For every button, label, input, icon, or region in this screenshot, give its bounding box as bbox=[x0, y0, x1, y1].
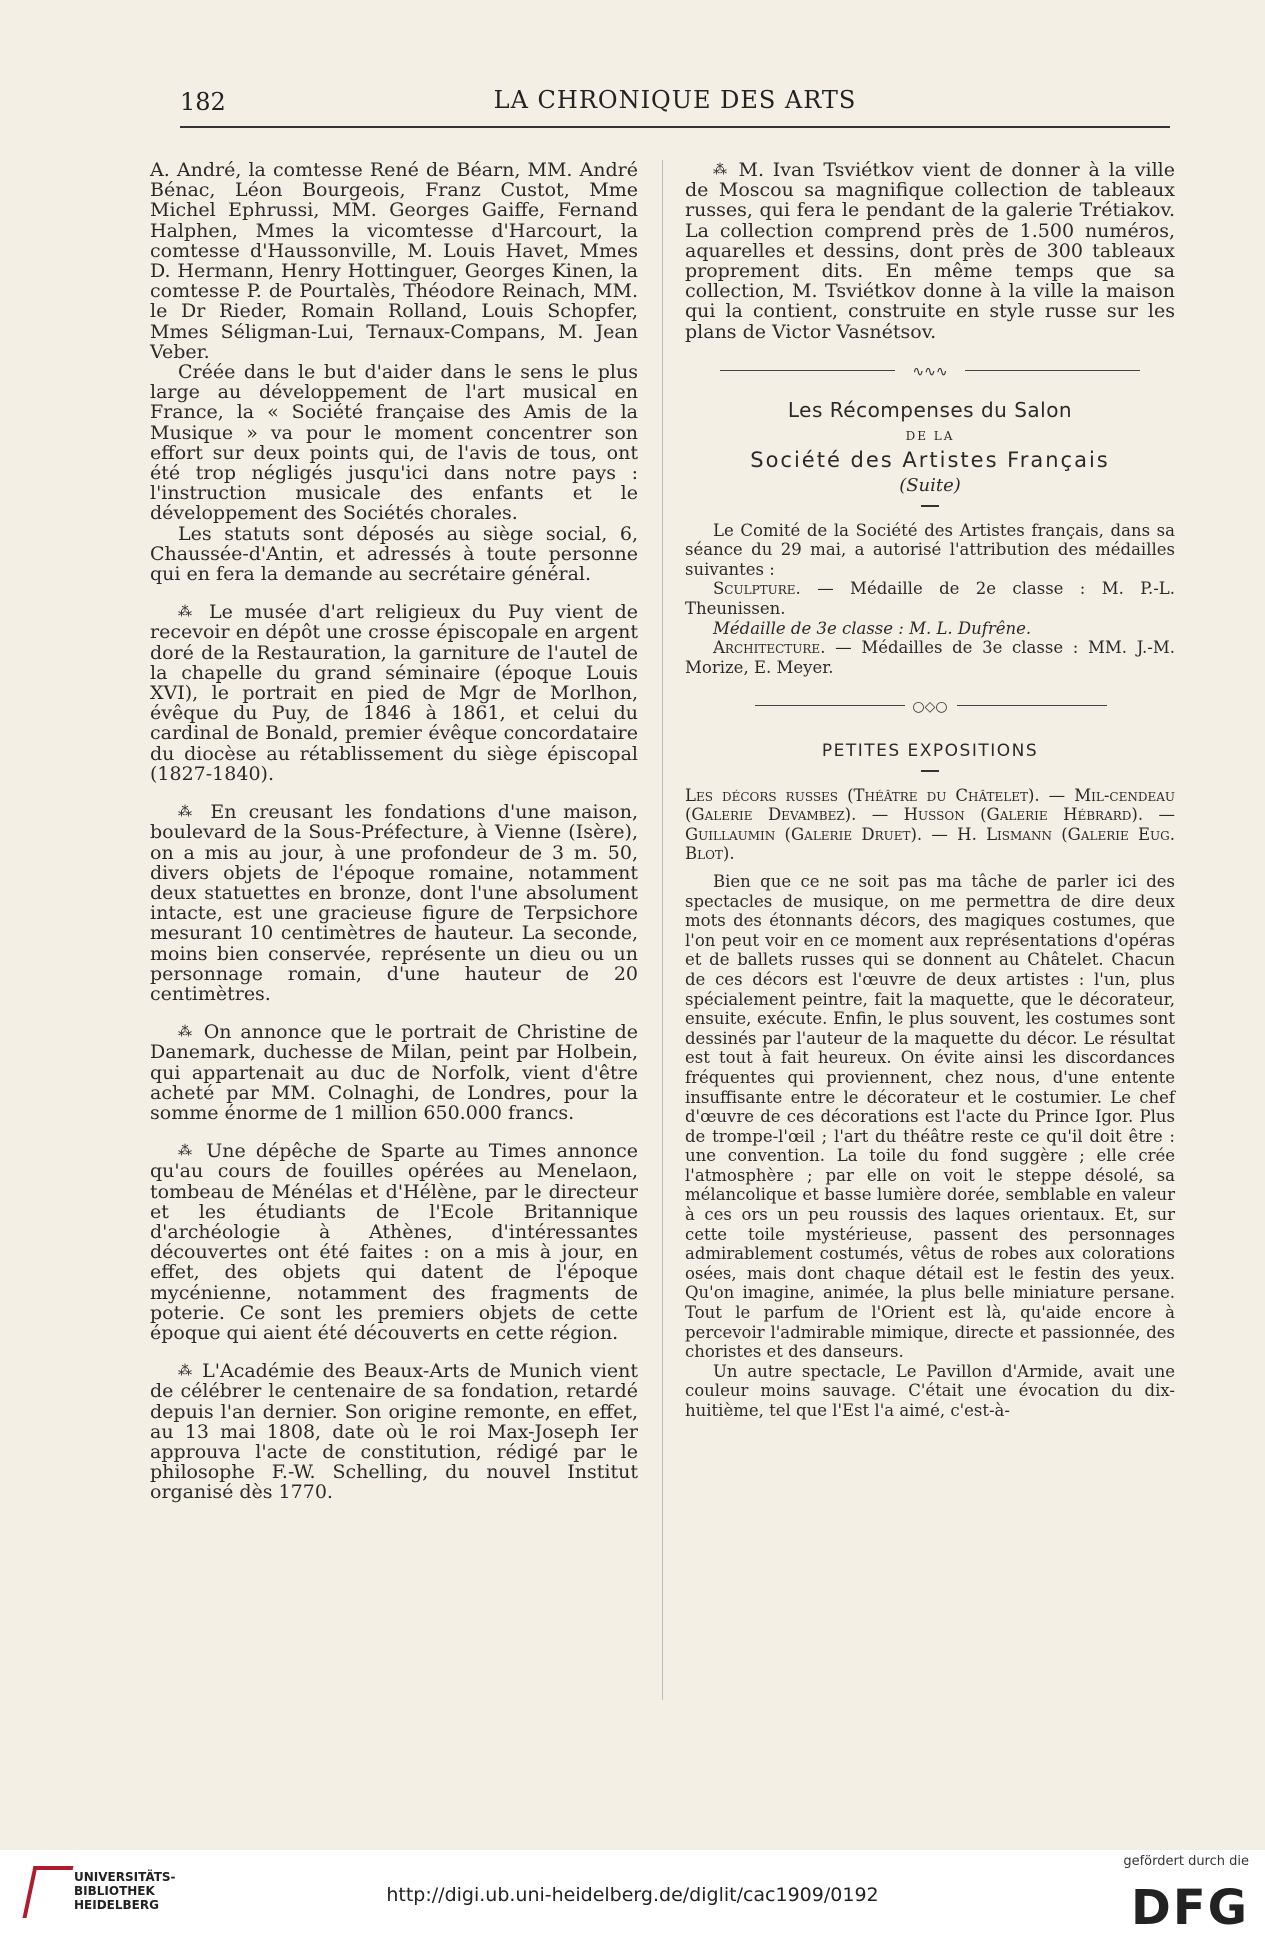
salon-de-la: DE LA bbox=[905, 429, 955, 444]
heading-dash bbox=[921, 770, 939, 772]
asterism-icon: ⁂ bbox=[178, 804, 199, 821]
societe-amis-musique: Créée dans le but d'aider dans le sens le plus large au développement de l'art musical en France, la « Société française des Amis de la Musique » va pour le moment concentrer son effort sur deux points qui, de l'avis de tous, ont été trop négligés jusqu'ici dans notre pays : l'instruction musicale des enfants et le développement des Sociétés chorales. bbox=[150, 361, 638, 525]
asterism-icon: ⁂ bbox=[178, 604, 198, 621]
suite-label: (Suite) bbox=[899, 475, 961, 497]
left-column bbox=[150, 160, 638, 1503]
asterism-icon: ⁂ bbox=[178, 1024, 195, 1041]
source-url[interactable]: http://digi.ub.uni-heidelberg.de/diglit/cac1909/0192 bbox=[386, 1884, 879, 1906]
funded-by-label: gefördert durch die bbox=[1123, 1854, 1249, 1869]
column-divider bbox=[662, 160, 663, 1700]
munich-paragraph: ⁂ L'Académie des Beaux-Arts de Munich vient de célébrer le centenaire de sa fondation, retardé depuis l'an dernier. Son origine remonte, en effet, au 13 mai 1808, date où le roi Max-Joseph Ier approuva l'acte de constitution, rédigé par le philosophe F.-W. Schelling, du nouvel Institut organisé dès 1770. bbox=[150, 1360, 639, 1504]
ornamental-rule bbox=[685, 699, 1175, 716]
architecture-line: Architecture. — Médailles de 3e classe : MM. J.-M. Morize, E. Meyer. bbox=[685, 638, 1176, 677]
tsvietkov-paragraph: ⁂ M. Ivan Tsviétkov vient de donner à la ville de Moscou sa magnifique collection de tableaux russes, qui fera le pendant de la galerie Trétiakov. La collection comprend près de 1.500 numéros, aquarelles et dessins, dont près de 300 tableaux proprement dits. En même temps que sa collection, M. Tsviétkov donne à la ville la maison qui la contient, construite en style russe sur les plans de Victor Vasnétsov. bbox=[685, 159, 1175, 343]
ornamental-rule bbox=[685, 364, 1175, 378]
dfg-logo: DFG bbox=[1130, 1880, 1249, 1936]
medaille-3-line: Médaille de 3e classe : M. L. Dufrêne. bbox=[713, 618, 1032, 638]
expositions-list: Les décors russes (Théâtre du Châtelet). — Mil-cendeau (Galerie Devambez). — Husson (Galerie Hébrard). — Guillaumin (Galerie Druet). — H. Lismann (Galerie Eug. Blot). bbox=[685, 785, 1175, 864]
page-number: 182 bbox=[180, 88, 226, 116]
comite-paragraph: Le Comité de la Société des Artistes français, dans sa séance du 29 mai, a autorisé l'attribution des médailles suivantes : bbox=[685, 520, 1175, 579]
right-column bbox=[685, 160, 1175, 1421]
pavillon-armide-paragraph: Un autre spectacle, Le Pavillon d'Armide, avait une couleur moins sauvage. C'était une évocation du dix-huitième, tel que l'Est l'a aimé, c'est-à- bbox=[685, 1361, 1175, 1420]
members-list: A. André, la comtesse René de Béarn, MM. André Bénac, Léon Bourgeois, Franz Custot, Mme Michel Ephrussi, MM. Georges Gaiffe, Fernand Halphen, Mmes la vicomtesse d'Harcourt, la comtesse d'Haussonville, M. Louis Havet, Mmes D. Hermann, Henry Hottinguer, Georges Kinen, la comtesse P. de Pourtalès, Théodore Reinach, MM. le Dr Rieder, Romain Rolland, Louis Schopfer, Mmes Séligman-Lui, Ternaux-Compans, M. Jean Veber. bbox=[150, 159, 638, 363]
digitization-footer bbox=[0, 1850, 1265, 1938]
musee-puy-paragraph: ⁂ Le musée d'art religieux du Puy vient de recevoir en dépôt une crosse épiscopale en argent doré de la Restauration, la garniture de l'autel de la chapelle du grand séminaire (époque Louis XVI), le portrait en pied de Mgr de Morlhon, évêque du Puy, de 1846 à 1861, et celui du cardinal de Bonald, premier évêque concordataire du diocèse au rétablissement du siège épiscopal (1827-1840). bbox=[150, 601, 638, 785]
heading-dash bbox=[921, 505, 939, 507]
asterism-icon: ⁂ bbox=[178, 1143, 197, 1160]
vienne-paragraph: ⁂ En creusant les fondations d'une maison, boulevard de la Sous-Préfecture, à Vienne (Isère), on a mis au jour, à une profondeur de 3 m. 50, divers objets de l'époque romaine, notamment deux statuettes en bronze, dont l'une absolument intacte, est une gracieuse figure de Terpsichore mesurant 10 centimètres de hauteur. La seconde, moins bien conservée, représente un dieu ou un personnage romain, d'une hauteur de 20 centimètres. bbox=[150, 801, 638, 1005]
running-header bbox=[180, 86, 1170, 128]
journal-title: LA CHRONIQUE DES ARTS bbox=[493, 86, 857, 114]
swirl-ornament-icon: ∿∿∿ bbox=[908, 362, 951, 382]
sculpture-line: Sculpture. — Médaille de 2e classe : M. P.-L. Theunissen. bbox=[685, 579, 1176, 619]
societe-heading: Société des Artistes Français bbox=[750, 448, 1110, 473]
statuts-paragraph: Les statuts sont déposés au siège social, 6, Chaussée-d'Antin, et adressés à toute personne qui en fera la demande au secrétaire général. bbox=[150, 522, 638, 586]
asterism-icon: ⁂ bbox=[713, 162, 730, 178]
asterism-icon: ⁂ bbox=[178, 1363, 195, 1380]
decors-russes-paragraph: Bien que ce ne soit pas ma tâche de parler ici des spectacles de musique, on me permettra de dire deux mots des étonnants décors, des magiques costumes, que l'on peut voir en ce moment aux représentations d'opéras et de ballets russes qui se donnent au Châtelet. Chacun de ces décors est l'œuvre de deux artistes : l'un, plus spécialement peintre, fait la maquette, que le décorateur, ensuite, exécute. Enfin, le plus souvent, les costumes sont dessinés par l'auteur de la maquette du décor. Le résultat est tout à fait heureux. On évite ainsi les discordances fréquentes qui proviennent, chez nous, d'une entente insuffisante entre le décorateur et le costumier. Le chef d'œuvre de ces décorations est l'acte du Prince Igor. Plus de trompe-l'œil ; l'art du théâtre reste ce qu'il doit être : une convention. La toile du fond suggère ; elle crée l'atmosphère ; par elle on voit le steppe désolé, sa mélancolique et basse lumière dorée, semblable en valeur à ces ors un peu roussis des laques orientaux. Et, sur cette toile mystérieuse, passent des personnages admirablement costumés, vêtus de robes aux colorations osées, mais dont chaque détail est le festin des yeux. Qu'on imagine, animée, la plus belle miniature persane. Tout le parfum de l'Orient est là, qu'aide encore à percevoir l'admirable mimique, directe et passionnée, des choristes et des danseurs. bbox=[685, 871, 1175, 1362]
chain-ornament-icon: ○◇○ bbox=[908, 697, 951, 717]
petites-expositions-heading: PETITES EXPOSITIONS bbox=[821, 741, 1039, 762]
library-name: UNIVERSITÄTS- BIBLIOTHEK HEIDELBERG bbox=[74, 1870, 176, 1912]
holbein-paragraph: ⁂ On annonce que le portrait de Christine de Danemark, duchesse de Milan, peint par Holbein, qui appartenait au duc de Norfolk, vient d'être acheté par MM. Colnaghi, de Londres, pour la somme énorme de 1 million 650.000 francs. bbox=[150, 1021, 639, 1124]
sparte-paragraph: ⁂ Une dépêche de Sparte au Times annonce qu'au cours de fouilles opérées au Menelaon, tombeau de Ménélas et d'Hélène, par le directeur et les étudiants de l'Ecole Britannique d'archéologie à Athènes, d'intéressantes découvertes ont été faites : on a mis à jour, en effet, des objets qui datent de l'époque mycénienne, notamment des fragments de poterie. Ce sont les premiers objets de cette époque qui aient été découverts en cette région. bbox=[150, 1140, 639, 1344]
salon-heading: Les Récompenses du Salon bbox=[787, 397, 1073, 422]
